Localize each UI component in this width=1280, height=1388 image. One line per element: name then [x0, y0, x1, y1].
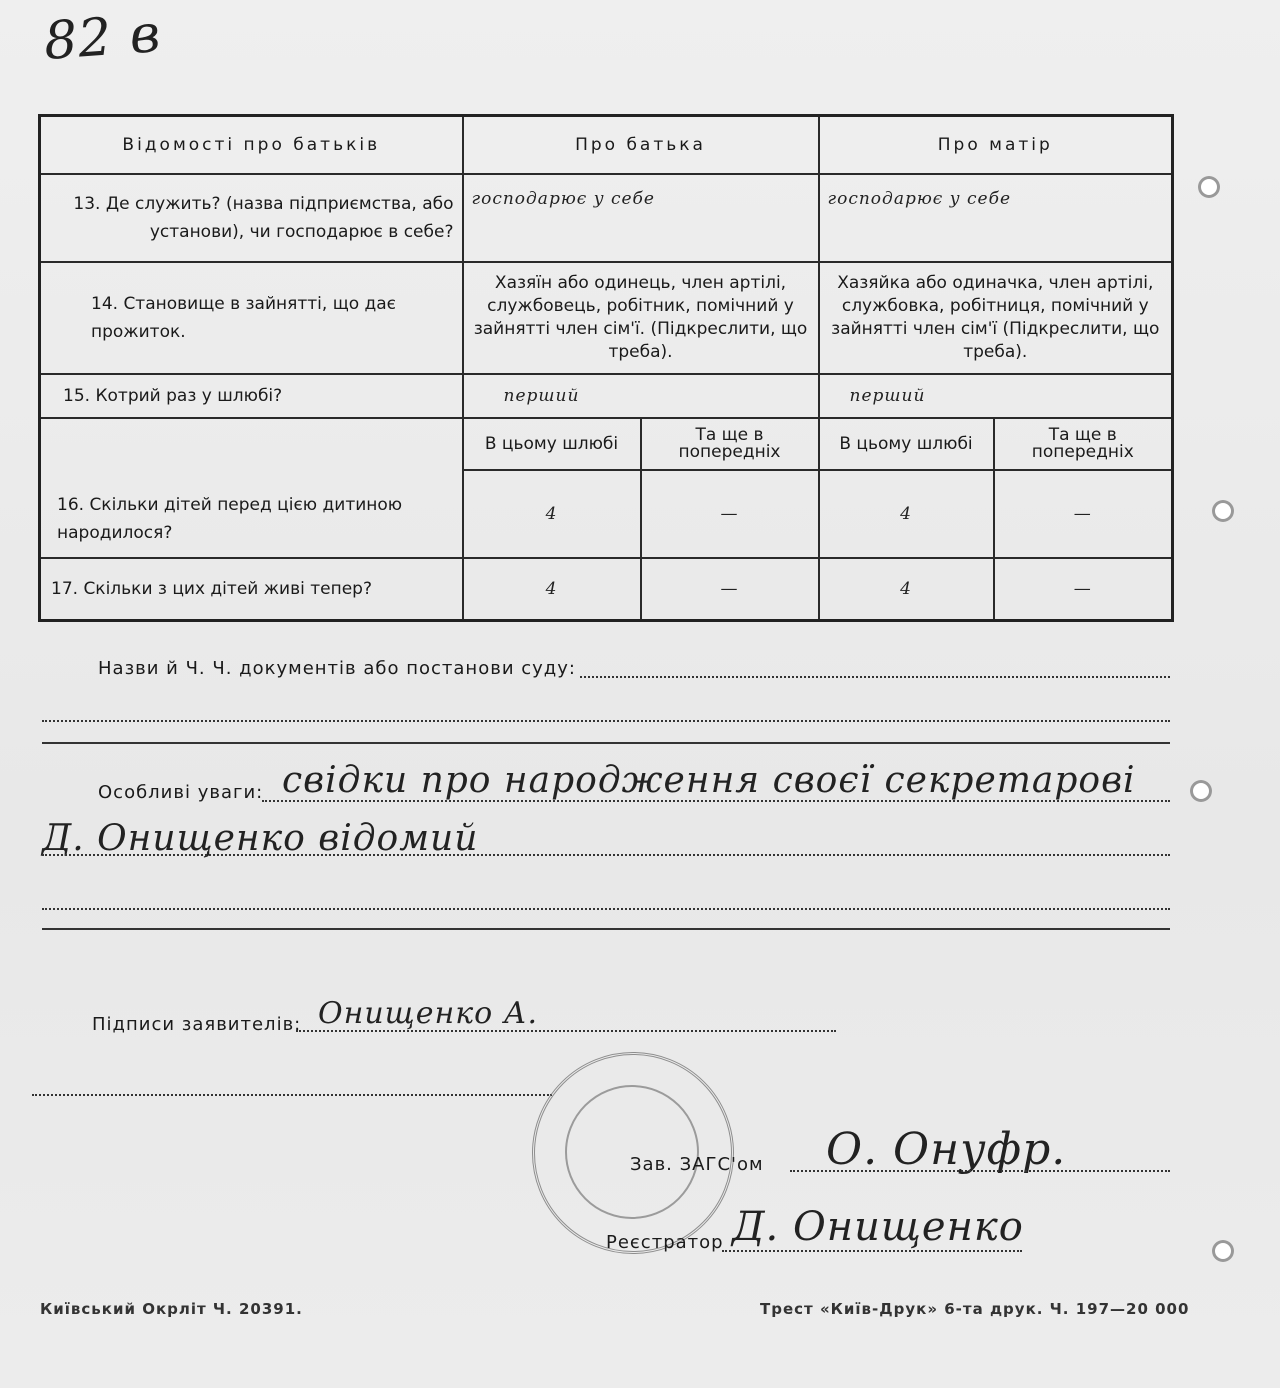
documents-line-2 [42, 720, 1170, 722]
applicants-line-1 [296, 1030, 836, 1032]
footer-left: Київський Окрліт Ч. 20391. [40, 1300, 303, 1318]
documents-label: Назви й Ч. Ч. документів або постанови суду: [98, 658, 576, 679]
q15-father-answer: перший [463, 374, 819, 418]
q14-father-options: Хазяїн або одинець, член артілі, службовець, робітник, помічний у зайнятті член сім'ї. (Підкреслити, що треба). [463, 262, 819, 374]
punch-hole [1190, 780, 1212, 802]
q13-question: 13. Де служить? (назва підприємства, або установи), чи господарює в себе? [40, 174, 463, 262]
q17-question: 17. Скільки з цих дітей живі тепер? [40, 558, 463, 620]
row-q14 [40, 262, 1173, 374]
corner-note: 82 в [42, 3, 163, 73]
q16-mother-this: 4 [819, 470, 994, 558]
q16-question: 16. Скільки дітей перед цією дитиною народилося? [40, 418, 463, 558]
footer-right: Трест «Київ-Друк» 6-та друк. Ч. 197—20 000 [760, 1300, 1190, 1318]
punch-hole [1198, 176, 1220, 198]
applicants-label: Підписи заявителів: [92, 1014, 302, 1035]
notes-handwriting-line1: свідки про народження своєї секретарові [282, 760, 1136, 801]
notes-rule [42, 928, 1170, 930]
official-stamp [532, 1052, 734, 1254]
notes-line-3 [42, 908, 1170, 910]
zags-head-line [790, 1170, 1170, 1172]
row-q13 [40, 174, 1173, 262]
q13-father-answer: господарює у себе [463, 174, 819, 262]
header-row [40, 116, 1173, 174]
q17-mother-this: 4 [819, 558, 994, 620]
applicants-line-2 [32, 1094, 552, 1096]
registrar-label: Реєстратор [606, 1232, 724, 1253]
row-subheaders [40, 418, 1173, 470]
row-q17 [40, 558, 1173, 620]
q16-father-this: 4 [463, 470, 641, 558]
punch-hole [1212, 500, 1234, 522]
q16-mother-prev: — [994, 470, 1173, 558]
q17-mother-prev: — [994, 558, 1173, 620]
notes-handwriting-line2: Д. Онищенко відомий [42, 818, 479, 859]
documents-line-1 [580, 676, 1170, 678]
notes-label: Особливі уваги: [98, 782, 264, 803]
q17-father-this: 4 [463, 558, 641, 620]
q16-father-prev: — [641, 470, 819, 558]
notes-line-1 [262, 800, 1170, 802]
q14-mother-options: Хазяйка або одиначка, член артілі, службовка, робітниця, помічний у зайнятті член сім'ї (Підкреслити, що треба). [819, 262, 1173, 374]
q14-question: 14. Становище в зайнятті, що дає прожиток. [40, 262, 463, 374]
q17-father-prev: — [641, 558, 819, 620]
parents-info-table [38, 114, 1174, 622]
header-mother: Про матір [819, 116, 1173, 174]
registrar-line [722, 1250, 1022, 1252]
registrar-signature: Д. Онищенко [732, 1204, 1024, 1250]
header-father: Про батька [463, 116, 819, 174]
punch-hole [1212, 1240, 1234, 1262]
documents-rule [42, 742, 1170, 744]
notes-line-2 [42, 854, 1170, 856]
subheader-mother-previous: Та ще в попередніх [994, 418, 1173, 470]
applicants-signature: Онищенко А. [318, 996, 538, 1031]
subheader-father-previous: Та ще в попередніх [641, 418, 819, 470]
row-q15 [40, 374, 1173, 418]
q15-mother-answer: перший [819, 374, 1173, 418]
subheader-father-this-marriage: В цьому шлюбі [463, 418, 641, 470]
q15-question: 15. Котрий раз у шлюбі? [40, 374, 463, 418]
header-parents-info: Відомості про батьків [40, 116, 463, 174]
q13-mother-answer: господарює у себе [819, 174, 1173, 262]
zags-head-label: Зав. ЗАГС'ом [630, 1154, 764, 1175]
subheader-mother-this-marriage: В цьому шлюбі [819, 418, 994, 470]
zags-head-signature: О. Онуфр. [826, 1124, 1067, 1175]
